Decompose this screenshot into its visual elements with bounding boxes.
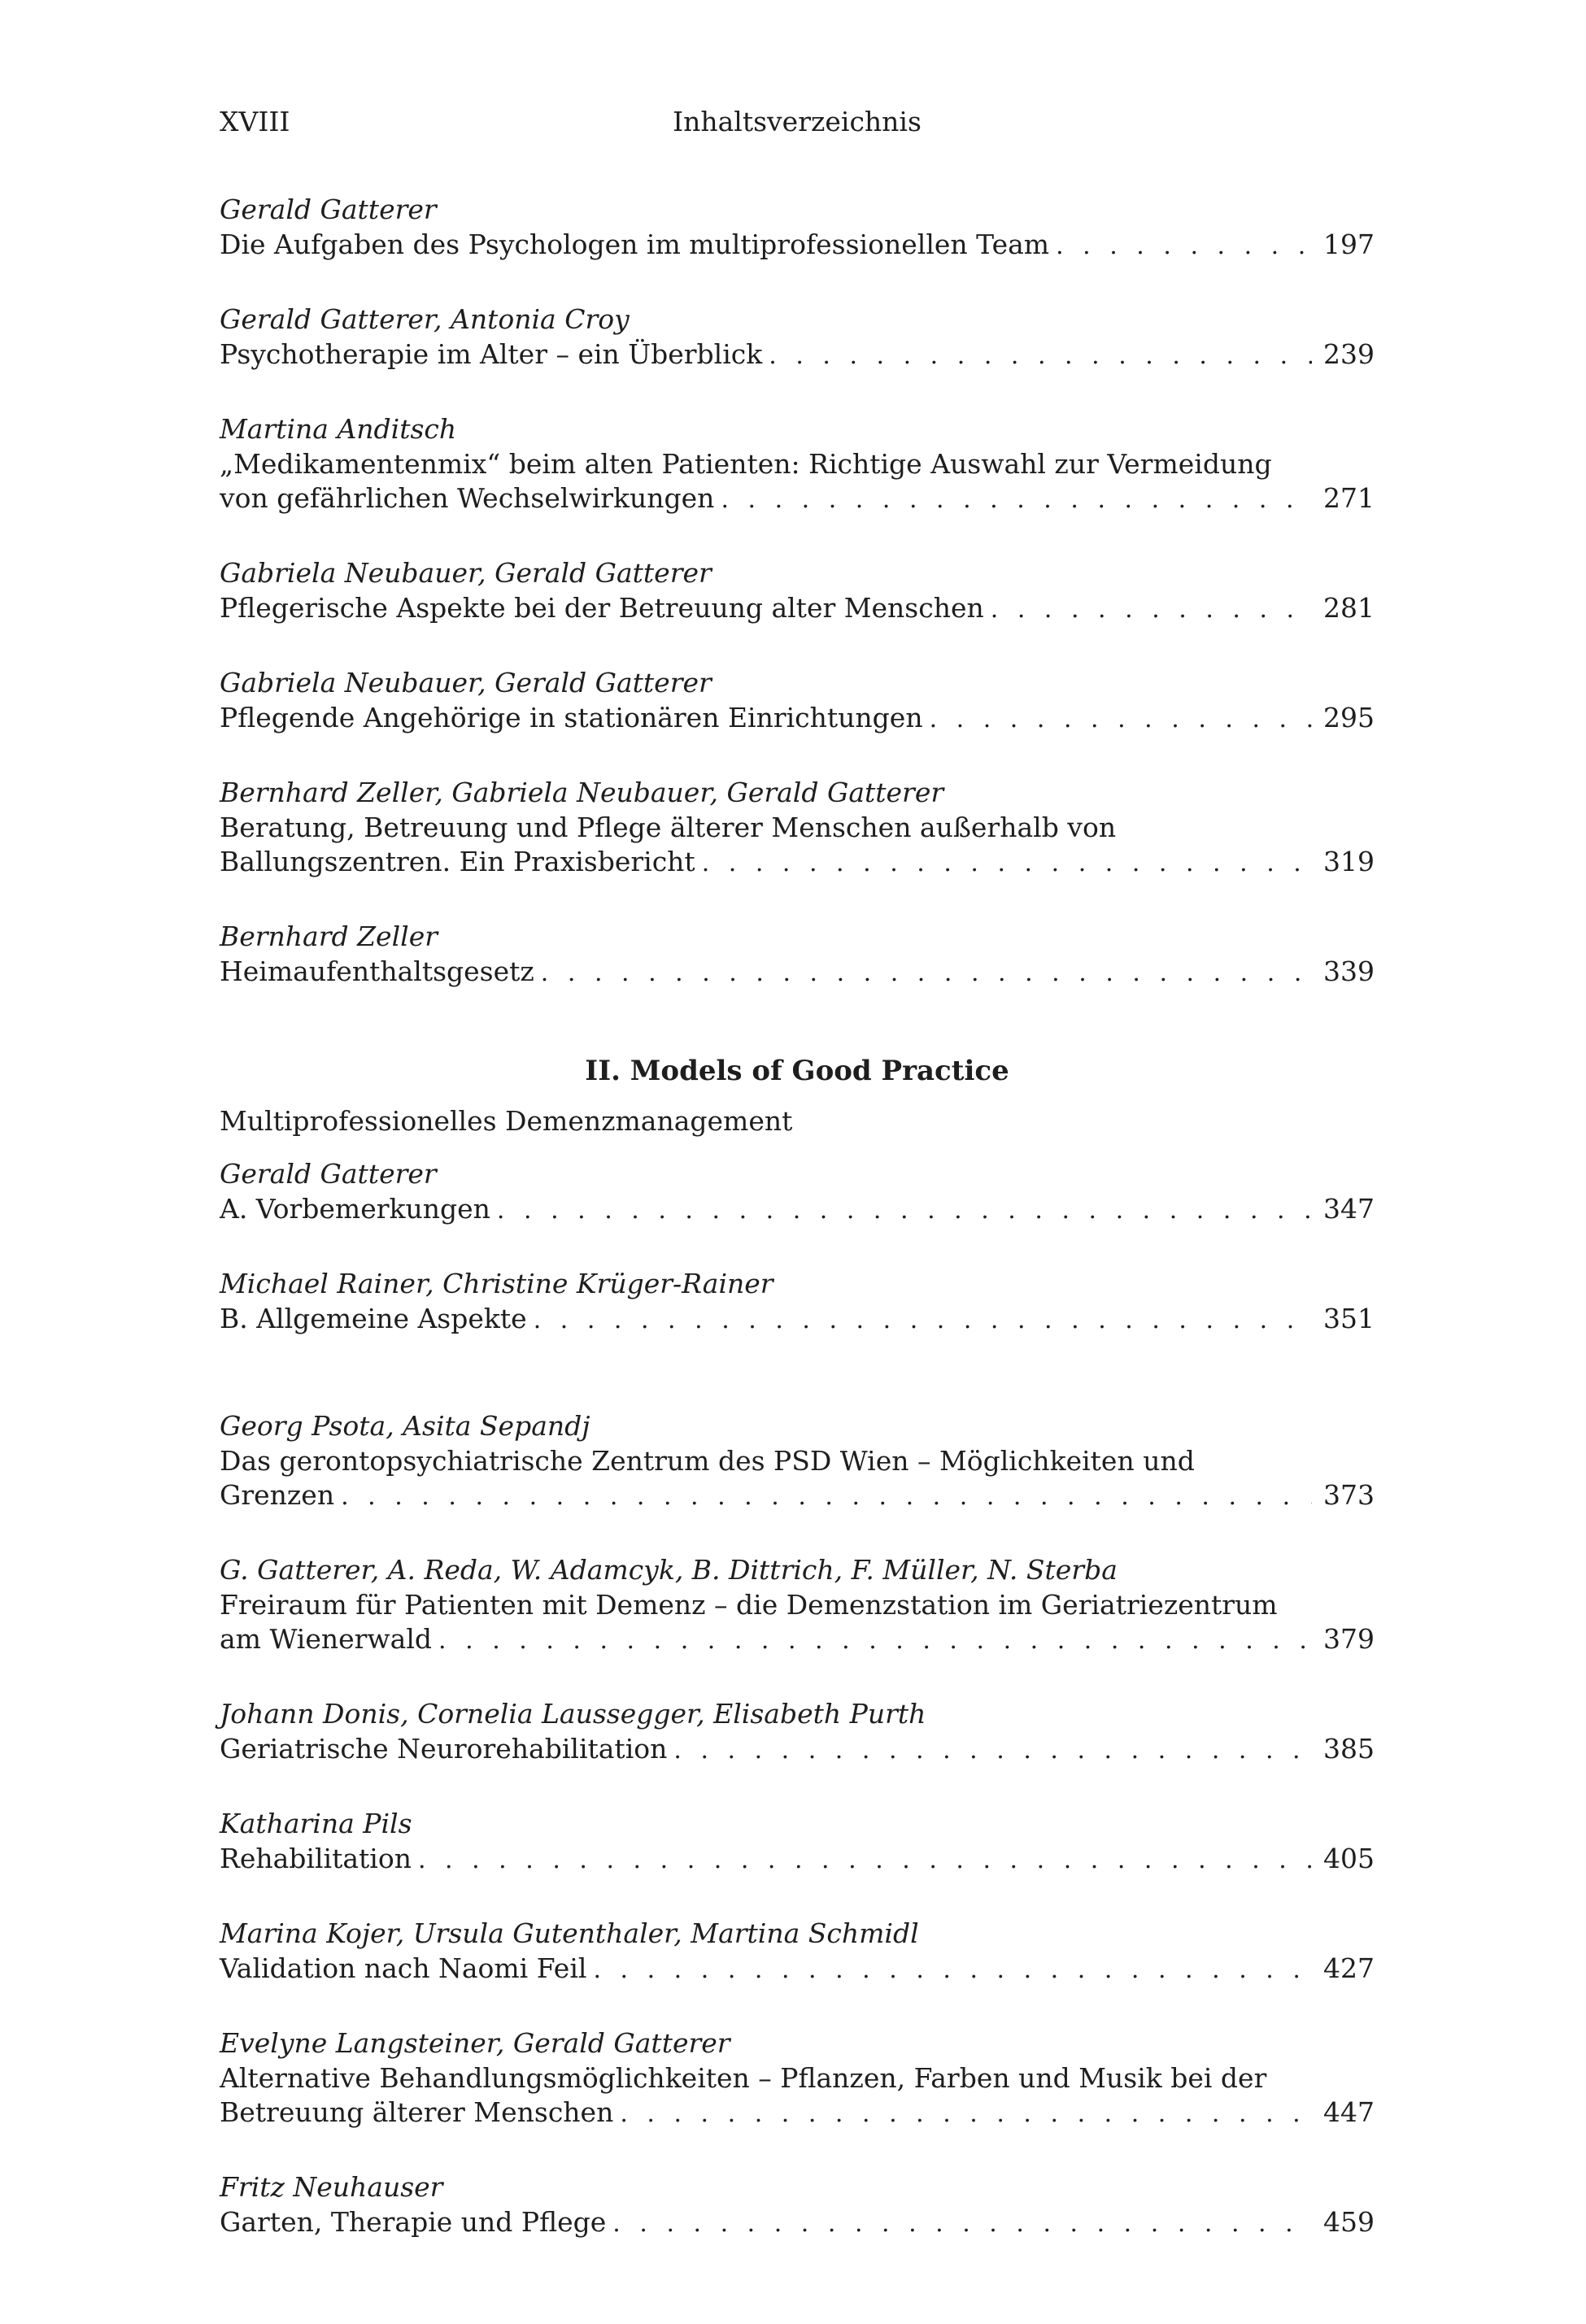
- toc-entry[interactable]: [220, 411, 1375, 517]
- toc-entry[interactable]: [220, 1408, 1375, 1514]
- entry-page-number: 239: [1323, 338, 1375, 370]
- entry-title: [220, 955, 1375, 990]
- entry-author: Georg Psota, Asita Sepandj: [220, 1410, 590, 1442]
- toc-entry[interactable]: [220, 301, 1375, 373]
- toc-entry[interactable]: [220, 918, 1375, 990]
- entry-leader-line: [220, 1732, 1375, 1768]
- toc-entry[interactable]: [220, 664, 1375, 737]
- entry-title-last-line: Grenzen: [220, 1479, 335, 1511]
- dot-leader: [541, 956, 1312, 990]
- toc-entry[interactable]: [220, 1265, 1375, 1338]
- entry-title-last-line: Pflegerische Aspekte bei der Betreuung alter Menschen: [220, 592, 984, 624]
- entry-page-number: 385: [1323, 1733, 1375, 1765]
- entry-title-last-line: Ballungszentren. Ein Praxisbericht: [220, 846, 695, 877]
- entry-title-line: Das gerontopsychiatrische Zentrum des PSD Wien – Möglichkeiten und: [220, 1445, 1195, 1477]
- entry-leader-line: [220, 955, 1375, 990]
- dot-leader: [673, 1734, 1312, 1768]
- entry-leader-line: [220, 337, 1375, 373]
- dot-leader: [620, 2097, 1312, 2131]
- entry-leader-line: [220, 481, 1375, 517]
- toc-entry[interactable]: [220, 555, 1375, 627]
- entry-author: Martina Anditsch: [220, 413, 457, 445]
- entry-leader-line: [220, 2096, 1375, 2131]
- entry-page-number: 405: [1323, 1843, 1375, 1874]
- entry-leader-line: [220, 1192, 1375, 1228]
- entry-page-number: 427: [1323, 1952, 1375, 1984]
- entry-leader-line: [220, 1478, 1375, 1514]
- toc-page: [220, 102, 1375, 2241]
- entry-title-line: Freiraum für Patienten mit Demenz – die Demenzstation im Geriatriezentrum: [220, 1589, 1278, 1621]
- entry-title-last-line: Validation nach Naomi Feil: [220, 1952, 587, 1984]
- entry-title-last-line: Die Aufgaben des Psychologen im multiprofessionellen Team: [220, 228, 1050, 260]
- entry-leader-line: [220, 591, 1375, 627]
- dot-leader: [991, 593, 1312, 627]
- toc-entry[interactable]: [220, 2169, 1375, 2241]
- entry-leader-line: [220, 1302, 1375, 1338]
- dot-leader: [612, 2207, 1312, 2241]
- entry-author: Gabriela Neubauer, Gerald Gatterer: [220, 667, 712, 699]
- toc-entry[interactable]: [220, 774, 1375, 881]
- entry-leader-line: [220, 1952, 1375, 1987]
- toc-entry[interactable]: [220, 1552, 1375, 1658]
- dot-leader: [769, 339, 1312, 373]
- entry-leader-line: [220, 2205, 1375, 2241]
- entry-author: Katharina Pils: [220, 1808, 412, 1839]
- toc-section-part2b: [220, 1408, 1375, 2241]
- entry-leader-line: [220, 845, 1375, 881]
- entry-title-last-line: Heimaufenthaltsgesetz: [220, 955, 534, 987]
- entry-title: [220, 2061, 1375, 2131]
- entry-title: [220, 1842, 1375, 1878]
- entry-title-last-line: Betreuung älterer Menschen: [220, 2096, 614, 2128]
- entry-title-last-line: von gefährlichen Wechselwirkungen: [220, 482, 715, 514]
- entry-title: [220, 2205, 1375, 2241]
- entry-author: Gerald Gatterer: [220, 1158, 437, 1190]
- entry-title-line: Alternative Behandlungsmöglichkeiten – Pflanzen, Farben und Musik bei der: [220, 2062, 1267, 2094]
- entry-author: Johann Donis, Cornelia Laussegger, Elisabeth Purth: [220, 1698, 926, 1730]
- entry-page-number: 379: [1323, 1623, 1375, 1655]
- entry-page-number: 281: [1323, 592, 1375, 624]
- toc-section-part2a: [220, 1155, 1375, 1338]
- dot-leader: [702, 846, 1312, 881]
- part-heading: II. Models of Good Practice: [585, 1055, 1009, 1087]
- entry-title-last-line: A. Vorbemerkungen: [220, 1193, 490, 1225]
- entry-page-number: 347: [1323, 1193, 1375, 1225]
- entry-page-number: 339: [1323, 955, 1375, 987]
- entry-title: [220, 811, 1375, 881]
- entry-author: G. Gatterer, A. Reda, W. Adamcyk, B. Dittrich, F. Müller, N. Sterba: [220, 1554, 1118, 1586]
- dot-leader: [497, 1194, 1312, 1228]
- entry-leader-line: [220, 1622, 1375, 1658]
- entry-author: Gerald Gatterer, Antonia Croy: [220, 303, 630, 335]
- entry-title: [220, 1192, 1375, 1228]
- entry-page-number: 459: [1323, 2206, 1375, 2238]
- entry-page-number: 271: [1323, 482, 1375, 514]
- entry-title: [220, 1952, 1375, 1987]
- dot-leader: [534, 1303, 1312, 1338]
- entry-author: Marina Kojer, Ursula Gutenthaler, Martina Schmidl: [220, 1917, 919, 1949]
- entry-title-last-line: Pflegende Angehörige in stationären Einrichtungen: [220, 702, 923, 733]
- entry-title-last-line: B. Allgemeine Aspekte: [220, 1303, 527, 1334]
- entry-page-number: 197: [1323, 228, 1375, 260]
- entry-title: [220, 1302, 1375, 1338]
- entry-title-last-line: Geriatrische Neurorehabilitation: [220, 1733, 668, 1765]
- page-number: XVIII: [220, 106, 290, 137]
- entry-title-line: Beratung, Betreuung und Pflege älterer Menschen außerhalb von: [220, 812, 1117, 843]
- toc-entry[interactable]: [220, 1805, 1375, 1878]
- dot-leader: [341, 1480, 1312, 1514]
- toc-entry[interactable]: [220, 1155, 1375, 1228]
- dot-leader: [593, 1953, 1312, 1987]
- toc-entry[interactable]: [220, 1695, 1375, 1768]
- running-head: [220, 102, 1375, 150]
- entry-title: [220, 591, 1375, 627]
- entry-page-number: 351: [1323, 1303, 1375, 1334]
- toc-entry[interactable]: [220, 2025, 1375, 2131]
- subsection-heading: Multiprofessionelles Demenzmanagement: [220, 1105, 793, 1137]
- toc-entry[interactable]: [220, 191, 1375, 263]
- entry-author: Fritz Neuhauser: [220, 2171, 443, 2203]
- entry-leader-line: [220, 228, 1375, 263]
- entry-title: [220, 337, 1375, 373]
- entry-title: [220, 228, 1375, 263]
- entry-title-line: „Medikamentenmix“ beim alten Patienten: Richtige Auswahl zur Vermeidung: [220, 448, 1272, 480]
- entry-leader-line: [220, 701, 1375, 737]
- entry-title-last-line: Rehabilitation: [220, 1843, 412, 1874]
- entry-author: Bernhard Zeller, Gabriela Neubauer, Gerald Gatterer: [220, 777, 944, 808]
- entry-title-last-line: Psychotherapie im Alter – ein Überblick: [220, 338, 763, 370]
- dot-leader: [438, 1624, 1312, 1658]
- entry-page-number: 319: [1323, 846, 1375, 877]
- entry-page-number: 447: [1323, 2096, 1375, 2128]
- dot-leader: [1056, 229, 1312, 263]
- running-title: Inhaltsverzeichnis: [673, 106, 922, 137]
- entry-author: Gabriela Neubauer, Gerald Gatterer: [220, 557, 712, 589]
- entry-title-last-line: Garten, Therapie und Pflege: [220, 2206, 607, 2238]
- entry-title: [220, 1444, 1375, 1514]
- toc-entry[interactable]: [220, 1915, 1375, 1987]
- toc-section-part1: [220, 191, 1375, 990]
- entry-title: [220, 701, 1375, 737]
- entry-leader-line: [220, 1842, 1375, 1878]
- entry-title: [220, 1732, 1375, 1768]
- entry-page-number: 295: [1323, 702, 1375, 733]
- entry-author: Bernhard Zeller: [220, 920, 438, 952]
- entry-title-last-line: am Wienerwald: [220, 1623, 433, 1655]
- entry-page-number: 373: [1323, 1479, 1375, 1511]
- entry-author: Gerald Gatterer: [220, 194, 437, 225]
- entry-title: [220, 447, 1375, 517]
- entry-title: [220, 1588, 1375, 1658]
- entry-author: Michael Rainer, Christine Krüger-Rainer: [220, 1268, 773, 1299]
- dot-leader: [930, 703, 1312, 737]
- dot-leader: [418, 1843, 1312, 1878]
- entry-author: Evelyne Langsteiner, Gerald Gatterer: [220, 2027, 730, 2059]
- dot-leader: [721, 483, 1312, 517]
